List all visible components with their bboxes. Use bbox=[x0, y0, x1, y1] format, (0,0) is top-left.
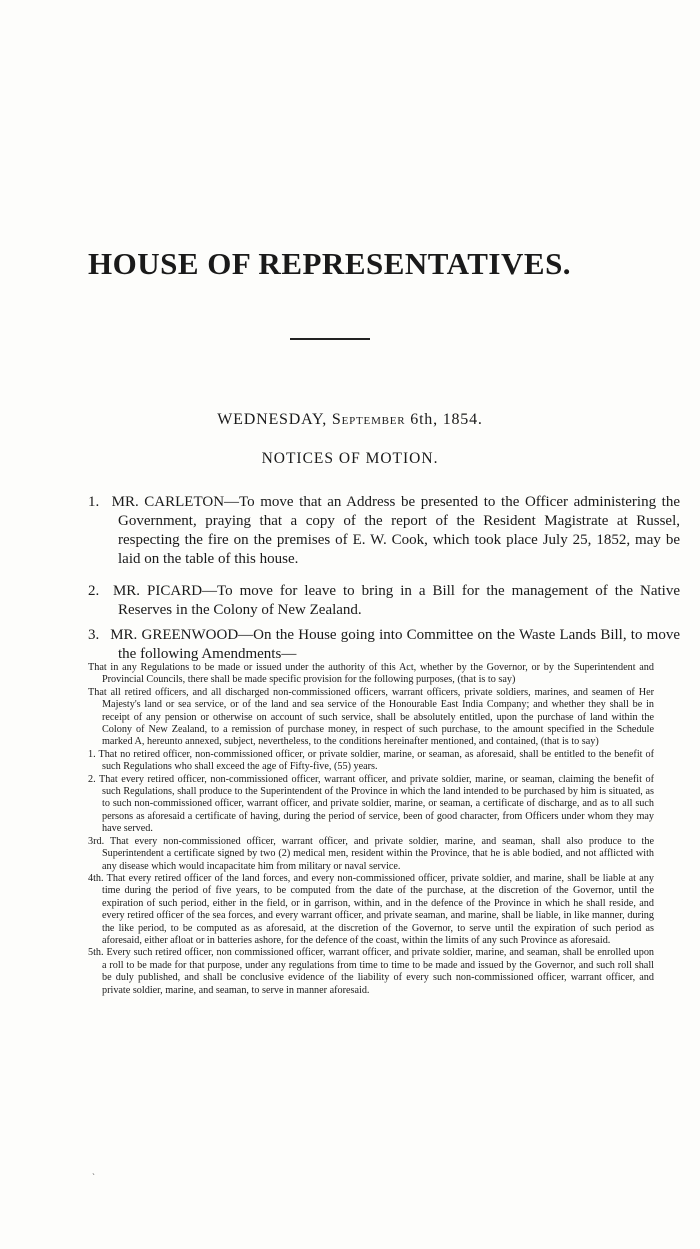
motion-item bbox=[88, 626, 680, 664]
date-month: September bbox=[331, 411, 406, 428]
clause-text: That every non-commissioned officer, warrant officer, and private soldier, marine, and seaman, shall also produce to the Superintendent a certificate signed by two (2) medical men, resident within the Province, that he is able bodied, and not afflicted with any disease which would incapacitate him from military or naval service. bbox=[102, 835, 654, 872]
clause-number: 5th. bbox=[88, 947, 104, 959]
amendment-clause bbox=[88, 836, 654, 873]
amendment-clause bbox=[88, 947, 654, 997]
clause-number: 3rd. bbox=[88, 835, 105, 847]
motion-number: 3. bbox=[88, 627, 100, 643]
motion-text: MR. GREENWOOD—On the House going into Committee on the Waste Lands Bill, to move the following Amendments— bbox=[110, 627, 681, 662]
session-date bbox=[0, 411, 700, 429]
date-weekday: WEDNESDAY, bbox=[217, 411, 328, 428]
date-day-year: 6th, 1854. bbox=[410, 411, 483, 428]
clause-number: 1. bbox=[88, 748, 96, 760]
clause-text: That no retired officer, non-commissioned officer, or private soldier, marine, or seaman, as aforesaid, shall be entitled to the benefit of such Regulations who shall exceed the age of Fifty-five, (55) years. bbox=[98, 748, 654, 773]
motion-text: MR. PICARD—To move for leave to bring in a Bill for the management of the Native Reserves in the Colony of New Zealand. bbox=[112, 583, 681, 618]
section-heading: NOTICES OF MOTION. bbox=[261, 450, 439, 467]
stray-mark: ` bbox=[92, 1172, 95, 1182]
amendments-body bbox=[88, 662, 654, 997]
amendment-clause bbox=[88, 873, 654, 947]
motion-number: 2. bbox=[88, 583, 100, 599]
clause-number: 4th. bbox=[88, 872, 104, 884]
motion-item bbox=[88, 493, 680, 569]
clause-text: That every retired officer of the land forces, and every non-commissioned officer, private soldier, and marine, shall be liable at any time during the period of five years, to be computed from the date of the purchase, at the discretion of the Governor, until the expiration of such period, either in the field, or in garrison, within, and in the defence of the Province in which he shall reside, and every retired officer of the sea forces, and every warrant officer, and private seaman, and marine, shall be liable, in like manner, during the like period, to be computed as as aforesaid, at the discretion of the Governor, to serve until the expiration of such period as aforesaid, either afloat or in batteries ashore, for the defence of the coast, within the limits of any such Province as aforesaid. bbox=[102, 872, 654, 946]
clause-text: Every such retired officer, non commissioned officer, warrant officer, and private soldier, marine, and seaman, shall be enrolled upon a roll to be made for that purpose, under any regulations from time to time to be made and issued by the Governor, and such roll shall be duly published, and shall be conclusive evidence of the liability of every such non-commissioned officer, warrant officer, and private soldier, marine, and seaman, to serve in manner aforesaid. bbox=[102, 947, 655, 996]
clause-number: 2. bbox=[88, 773, 96, 785]
motion-item bbox=[88, 582, 680, 620]
amendment-intro: That in any Regulations to be made or issued under the authority of this Act, whether by the Governor, or by the Superintendent and Provincial Councils, there shall be made specific provision for the following purposes, (that is to say) bbox=[88, 662, 654, 686]
amendment-intro: That all retired officers, and all discharged non-commissioned officers, warrant officers, private soldiers, marines, and seamen of Her Majesty's land or sea service, or of the land and sea service of the Honourable East India Company; and whether they shall be in receipt of any pension or otherwise on account of such service, shall be absolutely entitled, upon the purchase of land within the Colony of New Zealand, to a remission of purchase money, in respect of such purchase, to the amount specified in the Schedule marked A, hereunto annexed, subject, nevertheless, to the conditions hereinafter mentioned, and contained, (that is to say) bbox=[88, 686, 654, 748]
title-divider bbox=[290, 338, 370, 340]
motion-number: 1. bbox=[88, 494, 100, 510]
amendment-clause bbox=[88, 774, 654, 836]
motion-text: MR. CARLETON—To move that an Address be presented to the Officer administering the Government, praying that a copy of the report of the Resident Magistrate at Russel, respecting the fire on the premises of E. W. Cook, which took place July 25, 1852, may be laid on the table of this house. bbox=[111, 494, 680, 567]
clause-text: That every retired officer, non-commissioned officer, warrant officer, and private soldier, marine, or seaman, claiming the benefit of such Regulations, shall produce to the Superintendent of the Province in which the land intended to be purchased by him is situated, as to such non-commissioned officer, warrant officer, and private soldier, marine, or seaman, a certificate of discharge, and as to all such persons as aforesaid a certificate of having, during the period of service, been of good character, from Officers under whom they may have served. bbox=[99, 773, 654, 835]
amendment-clause bbox=[88, 749, 654, 774]
page-title: HOUSE OF REPRESENTATIVES. bbox=[88, 246, 572, 281]
